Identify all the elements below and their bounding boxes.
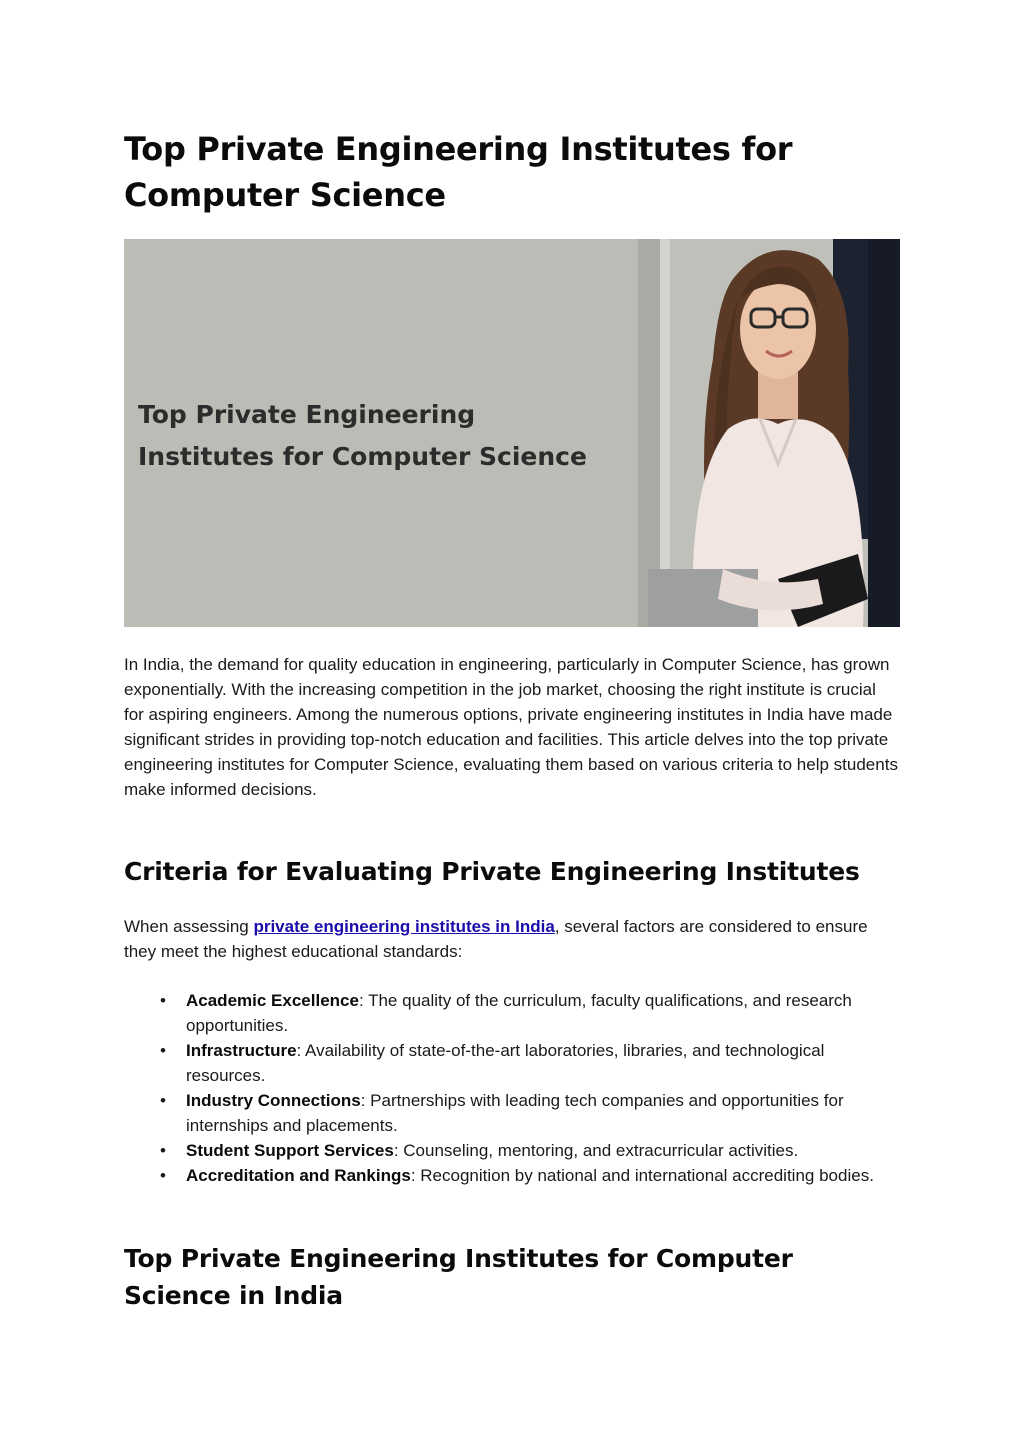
list-item — [186, 1163, 900, 1188]
institutes-heading: Top Private Engineering Institutes for Computer Science in India — [124, 1244, 793, 1310]
criterion-term: Infrastructure — [186, 1041, 297, 1060]
list-item — [186, 988, 900, 1038]
hero-image — [124, 239, 900, 627]
assess-text-before: When assessing — [124, 917, 254, 936]
assessment-paragraph — [124, 914, 900, 964]
criterion-term: Student Support Services — [186, 1141, 394, 1160]
criterion-description: : Recognition by national and international accrediting bodies. — [410, 1166, 874, 1185]
list-item — [186, 1088, 900, 1138]
hero-caption-line-2: Institutes for Computer Science — [138, 442, 587, 471]
criterion-description: : Partnerships with leading tech companies and opportunities for internships and placements. — [186, 1091, 844, 1135]
criterion-term: Academic Excellence — [186, 991, 359, 1010]
hero-caption — [138, 394, 638, 478]
criteria-list — [124, 988, 900, 1188]
list-item — [186, 1038, 900, 1088]
assess-text-after: , several factors are considered to ensure they meet the highest educational standards: — [124, 917, 868, 961]
criterion-term: Industry Connections — [186, 1091, 361, 1110]
criterion-description: : The quality of the curriculum, faculty qualifications, and research opportunities. — [186, 991, 852, 1035]
criterion-description: : Availability of state-of-the-art laboratories, libraries, and technological resources. — [186, 1041, 825, 1085]
private-institutes-link[interactable]: private engineering institutes in India — [253, 917, 555, 936]
criteria-heading: Criteria for Evaluating Private Engineering Institutes — [124, 857, 860, 886]
intro-paragraph: In India, the demand for quality education in engineering, particularly in Computer Science, has grown exponentially. With the increasing competition in the job market, choosing the right institute is crucial for aspiring engineers. Among the numerous options, private engineering institutes in India have made significant strides in providing top-notch education and facilities. This article delves into the top private engineering institutes for Computer Science, evaluating them based on various criteria to help students make informed decisions. — [124, 655, 898, 799]
woman-portrait-image — [638, 239, 900, 627]
criterion-term: Accreditation and Rankings — [186, 1166, 411, 1185]
page-title: Top Private Engineering Institutes for Computer Science — [124, 130, 793, 214]
hero-caption-line-1: Top Private Engineering — [138, 400, 476, 429]
list-item — [186, 1138, 900, 1163]
criterion-description: : Counseling, mentoring, and extracurricular activities. — [393, 1141, 799, 1160]
